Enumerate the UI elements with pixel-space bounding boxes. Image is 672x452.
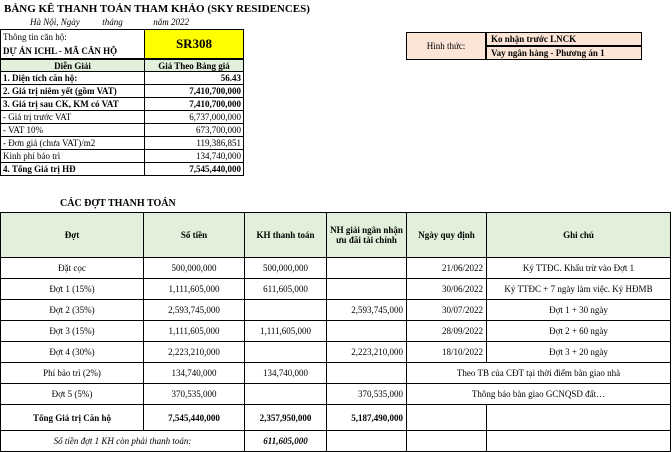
info-row-value: 134,740,000 [196,151,241,161]
cell-nh: 2,593,745,000 [327,300,407,321]
info-row-label: - VAT 10% [1,124,145,136]
total-row [1,405,671,431]
cell-ghi-chu: Theo TB của CĐT tại thời điểm bàn giao nhà [407,363,671,384]
date-place: Hà Nội, Ngày [30,17,80,27]
date-year: năm 2022 [153,17,190,27]
date-line [30,17,189,27]
table-row [1,279,671,300]
info-row [0,111,244,124]
footer-empty-3 [487,431,671,452]
total-so-tien: 7,545,440,000 [144,405,245,431]
total-empty [407,405,487,431]
date-month: tháng [102,17,123,27]
cell-kh [245,342,327,363]
header-ghi-chu: Ghi chú [487,213,671,258]
cell-so-tien: 1,111,605,000 [144,279,245,300]
cell-kh [245,384,327,405]
payment-schedule-table [0,212,671,452]
total-kh: 2,357,950,000 [245,405,327,431]
payment-method-label: Hình thức: [406,32,486,60]
cell-ngay: 21/06/2022 [407,258,487,279]
info-row-value: 7,545,440,000 [189,164,241,174]
header-ngay: Ngày quy định [407,213,487,258]
info-row-label: Kinh phí bảo trì [1,150,145,162]
info-row-label: 4. Tổng Giá trị HĐ [1,163,145,175]
cell-ngay: 30/06/2022 [407,279,487,300]
payment-method-line2: Vay ngân hàng - Phương án 1 [486,46,642,60]
info-row-value: 7,410,700,000 [189,99,241,109]
cell-ghi-chu: Đợt 3 + 20 ngày [487,342,671,363]
cell-ghi-chu: Ký TTĐC. Khấu trừ vào Đợt 1 [487,258,671,279]
info-row [0,85,244,98]
cell-ngay: 30/07/2022 [407,300,487,321]
cell-ngay: 28/09/2022 [407,321,487,342]
header-so-tien: Số tiền [144,213,245,258]
total-label: Tổng Giá trị Căn hộ [1,405,144,431]
cell-dot: Đợt 5 (5%) [1,384,144,405]
cell-ghi-chu: Đợt 2 + 60 ngày [487,321,671,342]
cell-nh [327,363,407,384]
cell-dot: Đợt 2 (35%) [1,300,144,321]
table-header-row [1,213,671,258]
header-dot: Đợt [1,213,144,258]
cell-nh: 370,535,000 [327,384,407,405]
info-row-label: 1. Diện tích căn hộ: [1,72,145,84]
footer-value: 611,605,000 [245,431,327,452]
cell-kh: 134,740,000 [245,363,327,384]
cell-kh [245,300,327,321]
unit-info-block [0,29,244,176]
info-row-value: 119,386,851 [196,138,241,148]
cell-kh: 1,111,605,000 [245,321,327,342]
info-row [0,137,244,150]
unit-code-cell: SR308 [144,29,244,59]
cell-dot: Đợt 1 (15%) [1,279,144,300]
info-row-label: - Giá trị trước VAT [1,111,145,123]
cell-ngay: 18/10/2022 [407,342,487,363]
table-row [1,258,671,279]
table-row [1,321,671,342]
header-kh: KH thanh toán [245,213,327,258]
cell-dot: Đợt 4 (30%) [1,342,144,363]
info-row [0,98,244,111]
total-empty-2 [487,405,671,431]
footer-empty-2 [407,431,487,452]
cell-ghi-chu: Thông báo bàn giao GCNQSD đất… [407,384,671,405]
info-row [0,150,244,163]
info-row-value: 7,410,700,000 [189,86,241,96]
cell-so-tien: 1,111,605,000 [144,321,245,342]
table-row [1,384,671,405]
cell-ghi-chu: Ký TTĐC + 7 ngày làm việc. Ký HĐMB [487,279,671,300]
info-row-value: 56.43 [220,73,241,83]
cell-nh [327,258,407,279]
footer-row [1,431,671,452]
info-row-value: 6,737,000,000 [189,112,241,122]
footer-empty-1 [327,431,407,452]
total-nh: 5,187,490,000 [327,405,407,431]
info-row [0,163,244,176]
cell-so-tien: 134,740,000 [144,363,245,384]
info-row [0,72,244,85]
info-row-value: 673,700,000 [196,125,241,135]
cell-nh [327,321,407,342]
cell-nh [327,279,407,300]
info-row [0,124,244,137]
cell-so-tien: 500,000,000 [144,258,245,279]
footer-label: Số tiền đợt 1 KH còn phải thanh toán: [1,431,245,452]
info-row-label: - Đơn giá (chưa VAT)/m2 [1,137,145,149]
unit-info-label: Thông tin căn hộ: [0,29,144,44]
cell-dot: Đợt 3 (15%) [1,321,144,342]
cell-nh: 2,223,210,000 [327,342,407,363]
info-row-label: 2. Giá trị niêm yết (gồm VAT) [1,85,145,97]
col-gia: Giá Theo Bảng giá [158,60,230,71]
table-row [1,342,671,363]
cell-so-tien: 2,223,210,000 [144,342,245,363]
cell-ghi-chu: Đợt 1 + 30 ngày [487,300,671,321]
table-row [1,363,671,384]
table-row [1,300,671,321]
cell-kh: 500,000,000 [245,258,327,279]
project-code-label: DỰ ÁN ICHL - MÃ CĂN HỘ [0,44,144,59]
cell-dot: Đặt cọc [1,258,144,279]
cell-so-tien: 2,593,745,000 [144,300,245,321]
cell-kh: 611,605,000 [245,279,327,300]
header-nh: NH giải ngân nhận ưu đãi tài chính [327,213,407,258]
col-dien-giai: Diễn Giải [1,60,145,71]
section-title: CÁC ĐỢT THANH TOÁN [60,198,176,209]
cell-dot: Phí bảo trì (2%) [1,363,144,384]
page-title: BẢNG KÊ THANH TOÁN THAM KHẢO (SKY RESIDENCES) [4,3,310,15]
cell-so-tien: 370,535,000 [144,384,245,405]
payment-method-line1: Ko nhận trước LNCK [486,32,642,46]
info-row-label: 3. Giá trị sau CK, KM có VAT [1,98,145,110]
